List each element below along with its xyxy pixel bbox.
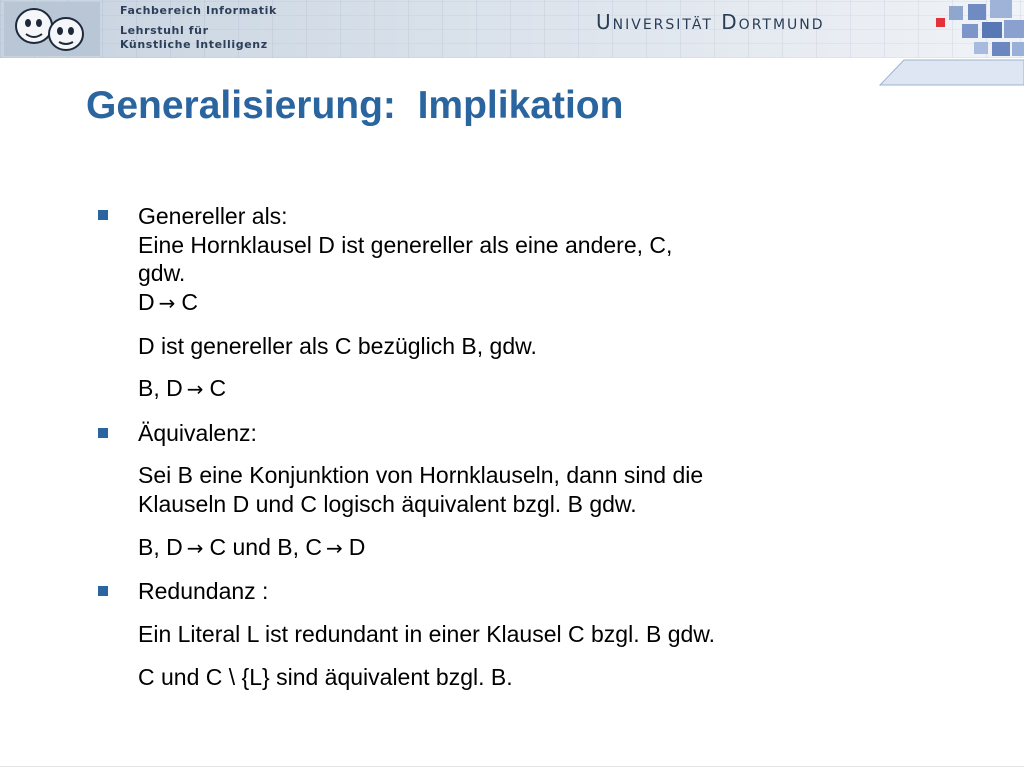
bullet-icon: [98, 586, 108, 596]
formula-term: B, D: [138, 534, 183, 560]
redundancy-text: Ein Literal L ist redundant in einer Klausel C bzgl. B gdw.: [138, 621, 716, 647]
bullet-icon: [98, 428, 108, 438]
formula-term: D: [138, 289, 155, 315]
decorative-squares-icon: [874, 0, 1024, 86]
department-logo: [4, 2, 100, 56]
footer-divider: [0, 766, 1024, 767]
arrow-icon: →: [326, 536, 343, 560]
header-banner: [0, 0, 1024, 58]
formula-term: C und B, C: [209, 534, 322, 560]
university-name: Universität Dortmund: [596, 10, 825, 34]
formula-equivalence: [138, 533, 365, 562]
bullet-heading-redundanz: Redundanz :: [138, 578, 269, 604]
bullet-icon: [98, 210, 108, 220]
definition-text: Eine Hornklausel D ist genereller als eine andere, C,: [138, 232, 673, 258]
formula-d-implies-c: [138, 288, 198, 317]
formula-term: C: [209, 375, 227, 401]
arrow-icon: →: [186, 377, 204, 401]
definition-text-cont: gdw.: [138, 260, 186, 286]
redundancy-condition: C und C \ {L} sind äquivalent bzgl. B.: [138, 664, 513, 690]
equivalence-text-cont: Klauseln D und C logisch äquivalent bzgl. B gdw.: [138, 491, 637, 517]
slide-title: Generalisierung: Implikation: [86, 84, 624, 127]
formula-term: C: [181, 289, 199, 315]
department-name: Fachbereich Informatik: [120, 4, 277, 17]
bullet-heading-aequivalenz: Äquivalenz:: [138, 420, 257, 446]
equivalence-text: Sei B eine Konjunktion von Hornklauseln, dann sind die: [138, 462, 704, 488]
arrow-icon: →: [158, 291, 176, 315]
arrow-icon: →: [186, 536, 204, 560]
relative-definition-text: D ist genereller als C bezüglich B, gdw.: [138, 333, 537, 359]
faces-logo-icon: [4, 2, 100, 56]
formula-bd-implies-c: [138, 374, 226, 403]
chair-line-1: Lehrstuhl für: [120, 24, 209, 37]
bullet-heading-genereller: Genereller als:: [138, 203, 288, 229]
formula-term: B, D: [138, 375, 183, 401]
chair-line-2: Künstliche Intelligenz: [120, 38, 268, 51]
formula-term: D: [348, 534, 366, 560]
